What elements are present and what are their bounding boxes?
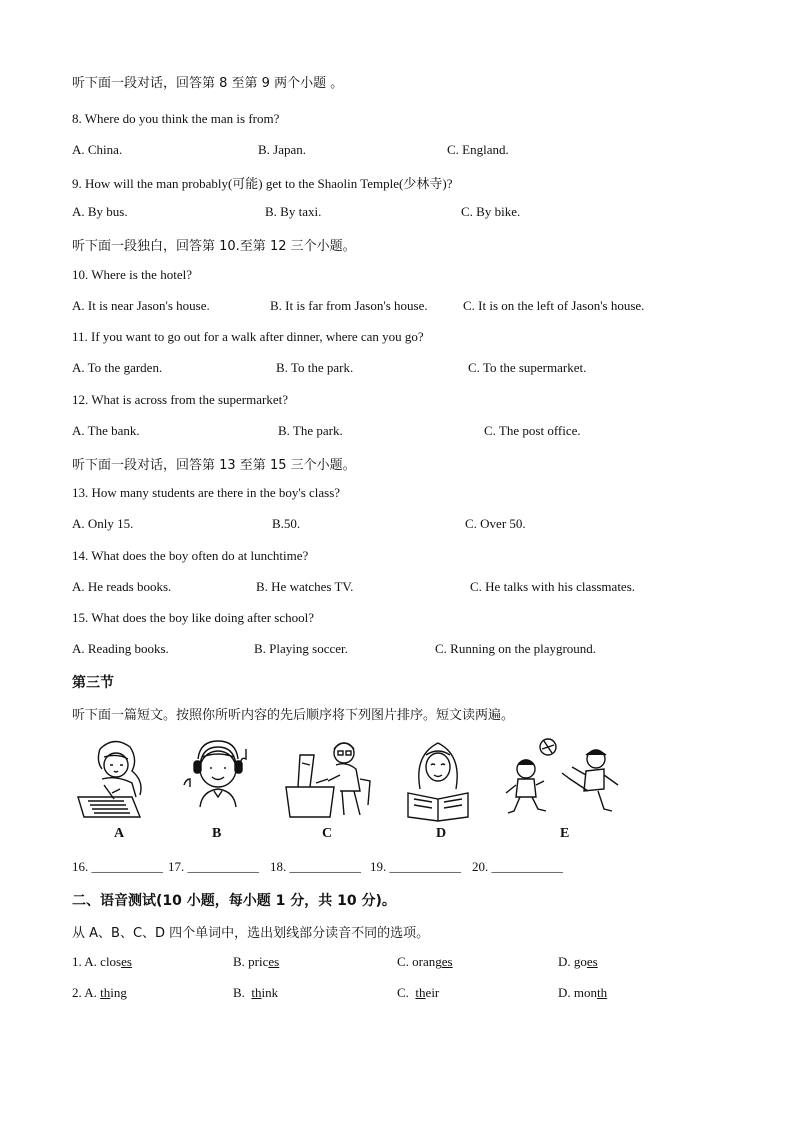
q12-option-c: C. The post office. [484, 423, 581, 438]
boys-soccer-illustration [500, 735, 624, 823]
q11-option-c: C. To the supermarket. [468, 360, 587, 375]
q2-c-prefix: C. [397, 985, 416, 1000]
q2-b-prefix: B. [233, 985, 252, 1000]
q9-option-c: C. By bike. [461, 204, 521, 219]
q14-option-a: A. He reads books. [72, 579, 172, 594]
q2-b-underlined: th [251, 985, 262, 1000]
instruction-monologue-10-12: 听下面一段独白，回答第 10.至第 12 三个小题。 [72, 239, 356, 254]
section-3-instruction: 听下面一篇短文。按照你所听内容的先后顺序将下列图片排序。短文读两遍。 [72, 708, 515, 723]
q2-c-word: eir [425, 985, 440, 1000]
q10-option-a: A. It is near Jason's house. [72, 298, 210, 313]
q9-option-a: A. By bus. [72, 204, 128, 219]
part-2-heading: 二、语音测试(10 小题，每小题 1 分，共 10 分)。 [72, 893, 396, 909]
answer-blank-20[interactable]: 20. ___________ [472, 859, 563, 874]
q10-option-b: B. It is far from Jason's house. [270, 298, 428, 313]
q8-option-a: A. China. [72, 142, 123, 157]
q15-option-a: A. Reading books. [72, 641, 169, 656]
q8-option-c: C. England. [447, 142, 509, 157]
q2-d-word: D. mon [558, 985, 597, 1000]
q13-option-b: B.50. [272, 516, 301, 531]
q1-c-underlined: es [441, 954, 453, 969]
q2-a-word: ing [110, 985, 127, 1000]
question-10: 10. Where is the hotel? [72, 267, 192, 282]
answer-blank-18[interactable]: 18. ___________ [270, 859, 361, 874]
instruction-dialogue-8-9: 听下面一段对话，回答第 8 至第 9 两个小题 。 [72, 76, 344, 91]
question-14: 14. What does the boy often do at lunchtime? [72, 548, 309, 563]
phonetics-q1-option-d [558, 954, 598, 970]
picture-label-d: D [436, 826, 447, 841]
phonetics-q2-option-d [558, 985, 607, 1001]
q2-b-word: ink [261, 985, 279, 1000]
q15-option-b: B. Playing soccer. [254, 641, 348, 656]
q1-b-underlined: es [268, 954, 280, 969]
question-15: 15. What does the boy like doing after school? [72, 610, 315, 625]
phonetics-q2-option-c [397, 985, 439, 1001]
phonetics-q2-option-a [72, 985, 127, 1001]
phonetics-q1-option-c [397, 954, 453, 970]
answer-blank-16[interactable]: 16. ___________ [72, 859, 163, 874]
boy-computer-illustration [280, 735, 376, 823]
phonetics-q2-option-b [233, 985, 278, 1001]
picture-label-b: B [212, 826, 222, 841]
q11-option-a: A. To the garden. [72, 360, 163, 375]
question-13: 13. How many students are there in the boy's class? [72, 485, 341, 500]
q12-option-b: B. The park. [278, 423, 343, 438]
q11-option-b: B. To the park. [276, 360, 354, 375]
girl-writing-illustration [74, 735, 150, 823]
picture-label-a: A [114, 826, 125, 841]
answer-blank-17[interactable]: 17. ___________ [168, 859, 259, 874]
q1-a-word: clos [100, 954, 122, 969]
picture-label-c: C [322, 826, 333, 841]
q1-d-word: D. go [558, 954, 587, 969]
q12-option-a: A. The bank. [72, 423, 140, 438]
q13-option-c: C. Over 50. [465, 516, 526, 531]
question-9: 9. How will the man probably(可能) get to the Shaolin Temple(少林寺)? [72, 176, 453, 191]
picture-label-e: E [560, 826, 570, 841]
phonetics-q1-option-a [72, 954, 132, 970]
q2-a-underlined: th [100, 985, 111, 1000]
q14-option-c: C. He talks with his classmates. [470, 579, 636, 594]
question-11: 11. If you want to go out for a walk after dinner, where can you go? [72, 329, 424, 344]
section-3-heading: 第三节 [72, 675, 114, 691]
part-2-instruction: 从 A、B、C、D 四个单词中，选出划线部分读音不同的选项。 [72, 926, 430, 941]
q1-d-underlined: es [586, 954, 598, 969]
q2-d-underlined: th [597, 985, 608, 1000]
q1-b-word: B. pric [233, 954, 269, 969]
q2-c-underlined: th [415, 985, 426, 1000]
q8-option-b: B. Japan. [258, 142, 307, 157]
q10-option-c: C. It is on the left of Jason's house. [463, 298, 645, 313]
q14-option-b: B. He watches TV. [256, 579, 354, 594]
instruction-dialogue-13-15: 听下面一段对话，回答第 13 至第 15 三个小题。 [72, 458, 356, 473]
question-8: 8. Where do you think the man is from? [72, 111, 280, 126]
q1-a-underlined: es [121, 954, 132, 969]
phonetics-q1-option-b [233, 954, 279, 970]
q9-option-b: B. By taxi. [265, 204, 322, 219]
q2-number: 2. A. [72, 985, 97, 1000]
boy-headphones-illustration [180, 735, 256, 823]
q13-option-a: A. Only 15. [72, 516, 134, 531]
q1-c-word: C. orang [397, 954, 442, 969]
q1-number: 1. A. [72, 954, 97, 969]
q15-option-c: C. Running on the playground. [435, 641, 597, 656]
question-12: 12. What is across from the supermarket? [72, 392, 288, 407]
answer-blank-19[interactable]: 19. ___________ [370, 859, 461, 874]
girl-reading-illustration [400, 735, 476, 823]
